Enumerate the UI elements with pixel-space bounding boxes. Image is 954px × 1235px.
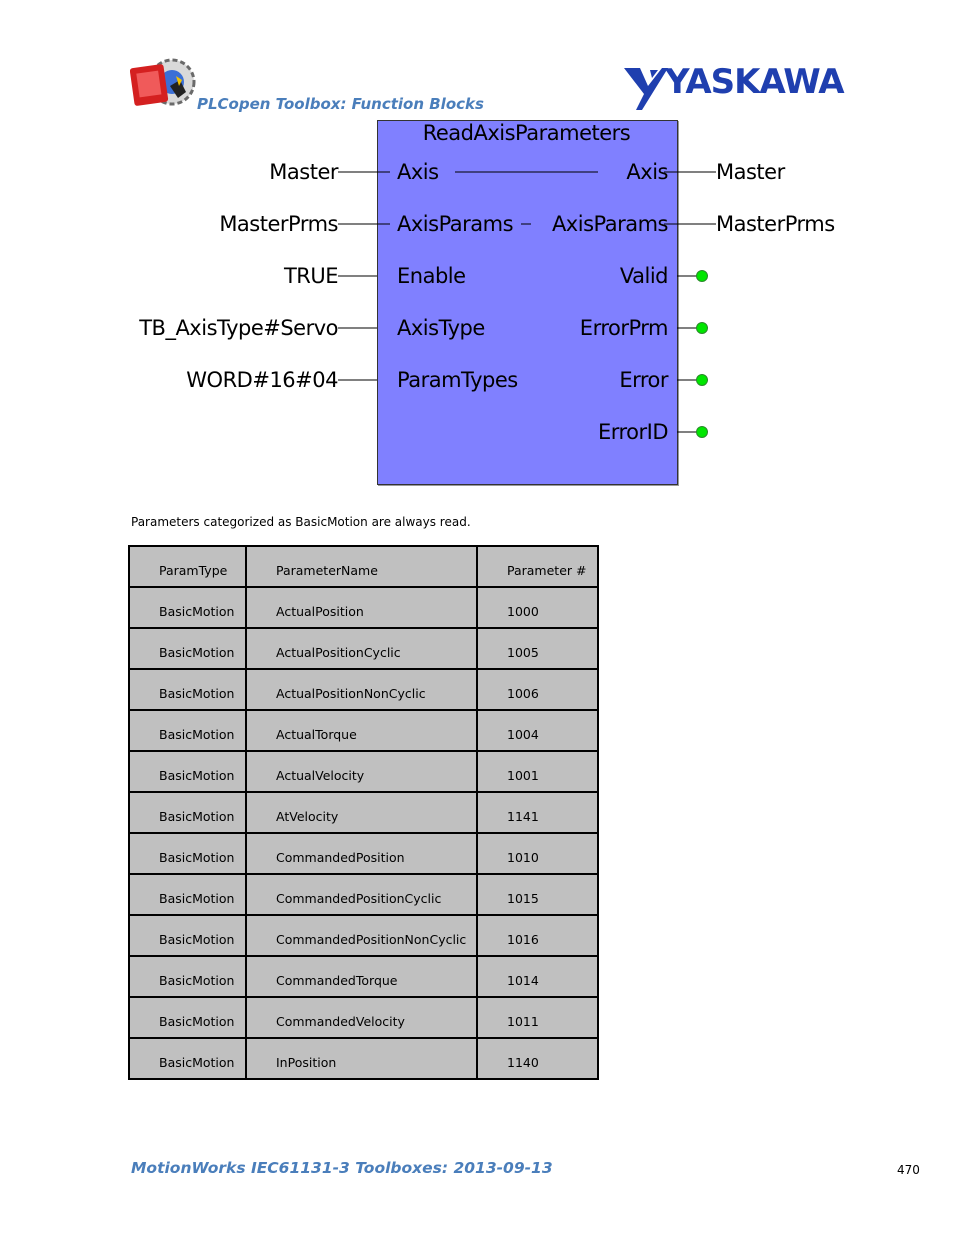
output-pin-axis: Axis — [626, 160, 668, 184]
cell-parametername: ActualPositionNonCyclic — [246, 669, 477, 710]
cell-parameter-number: 1011 — [477, 997, 598, 1038]
cell-parametername: CommandedVelocity — [246, 997, 477, 1038]
cell-parameter-number: 1141 — [477, 792, 598, 833]
input-value-paramtypes: WORD#16#04 — [186, 368, 338, 392]
header-paramtype: ParamType — [129, 546, 246, 587]
cell-parametername: CommandedPositionNonCyclic — [246, 915, 477, 956]
function-block-title: ReadAxisParameters — [422, 121, 631, 145]
input-value-enable: TRUE — [283, 264, 338, 288]
cell-parameter-number: 1004 — [477, 710, 598, 751]
cell-paramtype: BasicMotion — [129, 587, 246, 628]
input-pin-enable: Enable — [397, 264, 466, 288]
input-value-axistype: TB_AxisType#Servo — [139, 316, 338, 340]
cell-paramtype: BasicMotion — [129, 833, 246, 874]
output-pin-errorprm: ErrorPrm — [579, 316, 668, 340]
cell-paramtype: BasicMotion — [129, 628, 246, 669]
output-indicator-error — [697, 375, 708, 386]
cell-parametername: CommandedPosition — [246, 833, 477, 874]
cell-paramtype: BasicMotion — [129, 751, 246, 792]
cell-paramtype: BasicMotion — [129, 956, 246, 997]
function-block-connections — [0, 0, 954, 500]
output-value-axis: Master — [716, 160, 785, 184]
table-row — [129, 997, 598, 1038]
table-row — [129, 956, 598, 997]
cell-parameter-number: 1014 — [477, 956, 598, 997]
input-value-axisparams: MasterPrms — [219, 212, 338, 236]
cell-paramtype: BasicMotion — [129, 792, 246, 833]
table-caption: Parameters categorized as BasicMotion are always read. — [131, 515, 471, 529]
output-pin-valid: Valid — [619, 264, 668, 288]
table-row — [129, 587, 598, 628]
cell-parametername: CommandedPositionCyclic — [246, 874, 477, 915]
table-header-row — [129, 546, 598, 587]
cell-paramtype: BasicMotion — [129, 710, 246, 751]
output-value-axisparams: MasterPrms — [716, 212, 835, 236]
header-title: PLCopen Toolbox: Function Blocks — [197, 95, 484, 113]
output-pin-errorid: ErrorID — [597, 420, 668, 444]
table-row — [129, 833, 598, 874]
cell-paramtype: BasicMotion — [129, 874, 246, 915]
output-indicator-errorprm — [697, 323, 708, 334]
table-row — [129, 710, 598, 751]
output-indicator-errorid — [697, 427, 708, 438]
table-row — [129, 792, 598, 833]
table-row — [129, 874, 598, 915]
cell-parameter-number: 1000 — [477, 587, 598, 628]
table-row — [129, 1038, 598, 1079]
table-row — [129, 751, 598, 792]
cell-parametername: CommandedTorque — [246, 956, 477, 997]
cell-parametername: ActualPositionCyclic — [246, 628, 477, 669]
table-row — [129, 915, 598, 956]
footer-title: MotionWorks IEC61131-3 Toolboxes: 2013-09-13 — [131, 1159, 553, 1177]
cell-parametername: ActualTorque — [246, 710, 477, 751]
table-row — [129, 669, 598, 710]
table-row — [129, 628, 598, 669]
parameter-table — [128, 545, 599, 1080]
header-parameter-number: Parameter # — [477, 546, 598, 587]
input-pin-axisparams: AxisParams — [397, 212, 514, 236]
input-value-axis: Master — [269, 160, 338, 184]
cell-parameter-number: 1016 — [477, 915, 598, 956]
cell-parameter-number: 1010 — [477, 833, 598, 874]
cell-parameter-number: 1015 — [477, 874, 598, 915]
header-parametername: ParameterName — [246, 546, 477, 587]
cell-parameter-number: 1001 — [477, 751, 598, 792]
cell-paramtype: BasicMotion — [129, 1038, 246, 1079]
cell-parametername: ActualVelocity — [246, 751, 477, 792]
output-pin-error: Error — [619, 368, 668, 392]
input-pin-paramtypes: ParamTypes — [397, 368, 518, 392]
cell-paramtype: BasicMotion — [129, 915, 246, 956]
cell-parametername: AtVelocity — [246, 792, 477, 833]
cell-parameter-number: 1005 — [477, 628, 598, 669]
page-number: 470 — [897, 1163, 920, 1177]
input-pin-axistype: AxisType — [397, 316, 485, 340]
cell-parametername: ActualPosition — [246, 587, 477, 628]
output-indicator-valid — [697, 271, 708, 282]
cell-parameter-number: 1006 — [477, 669, 598, 710]
cell-parameter-number: 1140 — [477, 1038, 598, 1079]
output-pin-axisparams: AxisParams — [551, 212, 668, 236]
cell-parametername: InPosition — [246, 1038, 477, 1079]
cell-paramtype: BasicMotion — [129, 669, 246, 710]
yaskawa-brand-text: YASKAWA — [665, 62, 844, 102]
cell-paramtype: BasicMotion — [129, 997, 246, 1038]
input-pin-axis: Axis — [397, 160, 439, 184]
